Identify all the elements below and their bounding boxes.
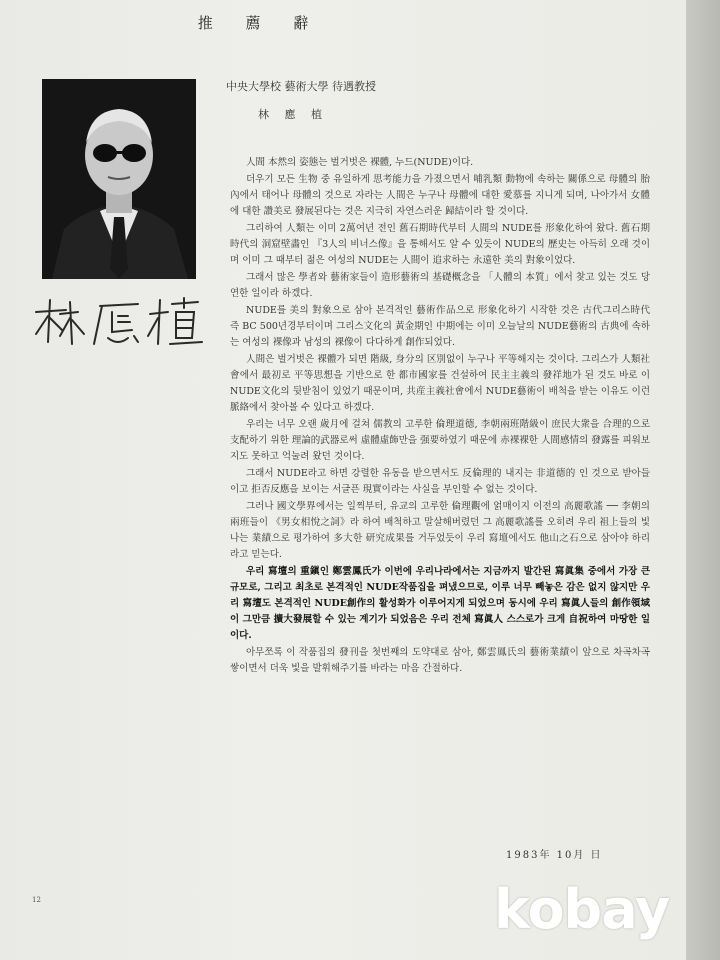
paragraph: 그래서 NUDE라고 하면 강렬한 유동을 받으면서도 反倫理的 내지는 非道德的 인 것으로 받아들이고 拒否反應을 보이는 서글픈 現實이라는 사실을 부인할 수 없는 것이다. — [230, 468, 650, 495]
author-affiliation: 中央大學校 藝術大學 待遇教授 — [226, 80, 376, 93]
paragraph: 그러나 國文學界에서는 일찍부터, 유교의 고루한 倫理觀에 얽매이지 이전의 高麗歌謠 ── 李朝의 兩班들이 《男女相悅之詞》라 하여 배척하고 말살해버렸던 그 高麗歌謠를 오히려 우리 祖上들의 빛나는 業績으로 평가하여 多大한 研究成果를 거두었듯이 우리 寫壇에서도 他山之石으로 삼아야 하리라고 믿는다. — [230, 501, 650, 560]
watermark-logo: kobay — [494, 878, 670, 941]
date-line: 1983年 10月 日 — [506, 850, 603, 861]
paragraph: 아무쪼록 이 작품집의 發刊을 첫번째의 도약대로 삼아, 鄭雲鳳氏의 藝術業績이 앞으로 차곡차곡 쌓이면서 더욱 빛을 발휘해주기를 바라는 마음 간절하다. — [230, 647, 650, 674]
paragraph: 더우기 모든 生物 중 유일하게 思考能力을 가졌으면서 哺乳類 動物에 속하는 關係으로 母體의 胎內에서 태어나 母體의 것으로 자라는 人間은 누구나 母體에 대한 愛慕를 지니게 되며, 나아가서 女體에 대한 讚美로 發展된다는 것은 지극히 자연스러운 歸結이라 할 것이다. — [230, 174, 650, 217]
page-number: 12 — [32, 896, 41, 904]
author-name: 林 應 植 — [258, 108, 328, 121]
paragraph: NUDE를 美의 對象으로 삼아 본격적인 藝術作品으로 形象化하기 시작한 것은 古代그리스時代 즉 BC 500년경부터이며 그리스文化의 黃金期인 中期에는 이미 오늘날의 NUDE藝術의 古典에 속하는 여성의 裸像과 남성의 裸像이 다다하게 創作되었다. — [230, 305, 650, 348]
paragraph: 人間은 벌거벗은 裸體가 되면 階級, 身分의 区別없이 누구나 平等해지는 것이다. 그리스가 人類社會에서 最初로 平等思想을 기반으로 한 都市國家를 건설하여 民主主義의 發祥地가 된 것도 바로 이 NUDE文化의 뒷받침이 있었기 때문이며, 共産主義社會에서 NUDE藝術이 배척을 받는 이유도 이런 脈絡에서 찾아볼 수 있다고 하겠다. — [230, 354, 650, 413]
paragraph: 人間 本然의 姿態는 벌거벗은 裸體, 누드(NUDE)이다. — [246, 157, 474, 168]
paragraph: 그래서 많은 學者와 藝術家들이 造形藝術의 基礎概念을 「人體의 本質」에서 찾고 있는 것도 당연한 일이라 하겠다. — [230, 272, 650, 299]
page-edge — [686, 0, 720, 960]
paragraph: 그리하여 人類는 이미 2萬여년 전인 舊石期時代부터 人間의 NUDE를 形象化하여 왔다. 舊石期時代의 洞窟壁畵인 『3人의 비너스像』을 통해서도 알 수 있듯이 NUDE의 歷史는 아득히 오래 것이며 이미 그 때부터 젊은 여성의 NUDE는 人間이 追求하는 永遠한 美의 對象이었다. — [230, 223, 650, 266]
author-portrait — [42, 79, 196, 279]
page-title: 推 薦 辭 — [197, 14, 323, 32]
paragraph: 우리는 너무 오랜 歲月에 걸쳐 儒教의 고루한 倫理道德, 李朝兩班階級이 庶民大衆을 合理的으로 支配하기 위한 理論的武器로써 虛體虛飾만을 强要하였기 때문에 赤裸裸한 人間感情의 發露를 피워보지도 못하고 억눌려 왔던 것이다. — [230, 419, 650, 462]
author-signature — [28, 292, 208, 352]
paragraph-highlight: 우리 寫壇의 重鎭인 鄭雲鳳氏가 이번에 우리나라에서는 지금까지 발간된 寫眞集 중에서 가장 큰 규모로, 그리고 최초로 본격적인 NUDE작품집을 펴냈으므로, 이루 너무 빼놓은 감은 없지 않지만 우리 寫壇도 본격적인 NUDE創作의 활성화가 이루어지게 되었으며 동시에 우리 寫眞人들의 創作領域이 그만큼 擴大發展할 수 있는 계기가 되었음은 우리 전체 寫眞人 스스로가 크게 自祝하여 마땅한 일이다. — [230, 566, 650, 641]
body-text — [230, 155, 650, 678]
